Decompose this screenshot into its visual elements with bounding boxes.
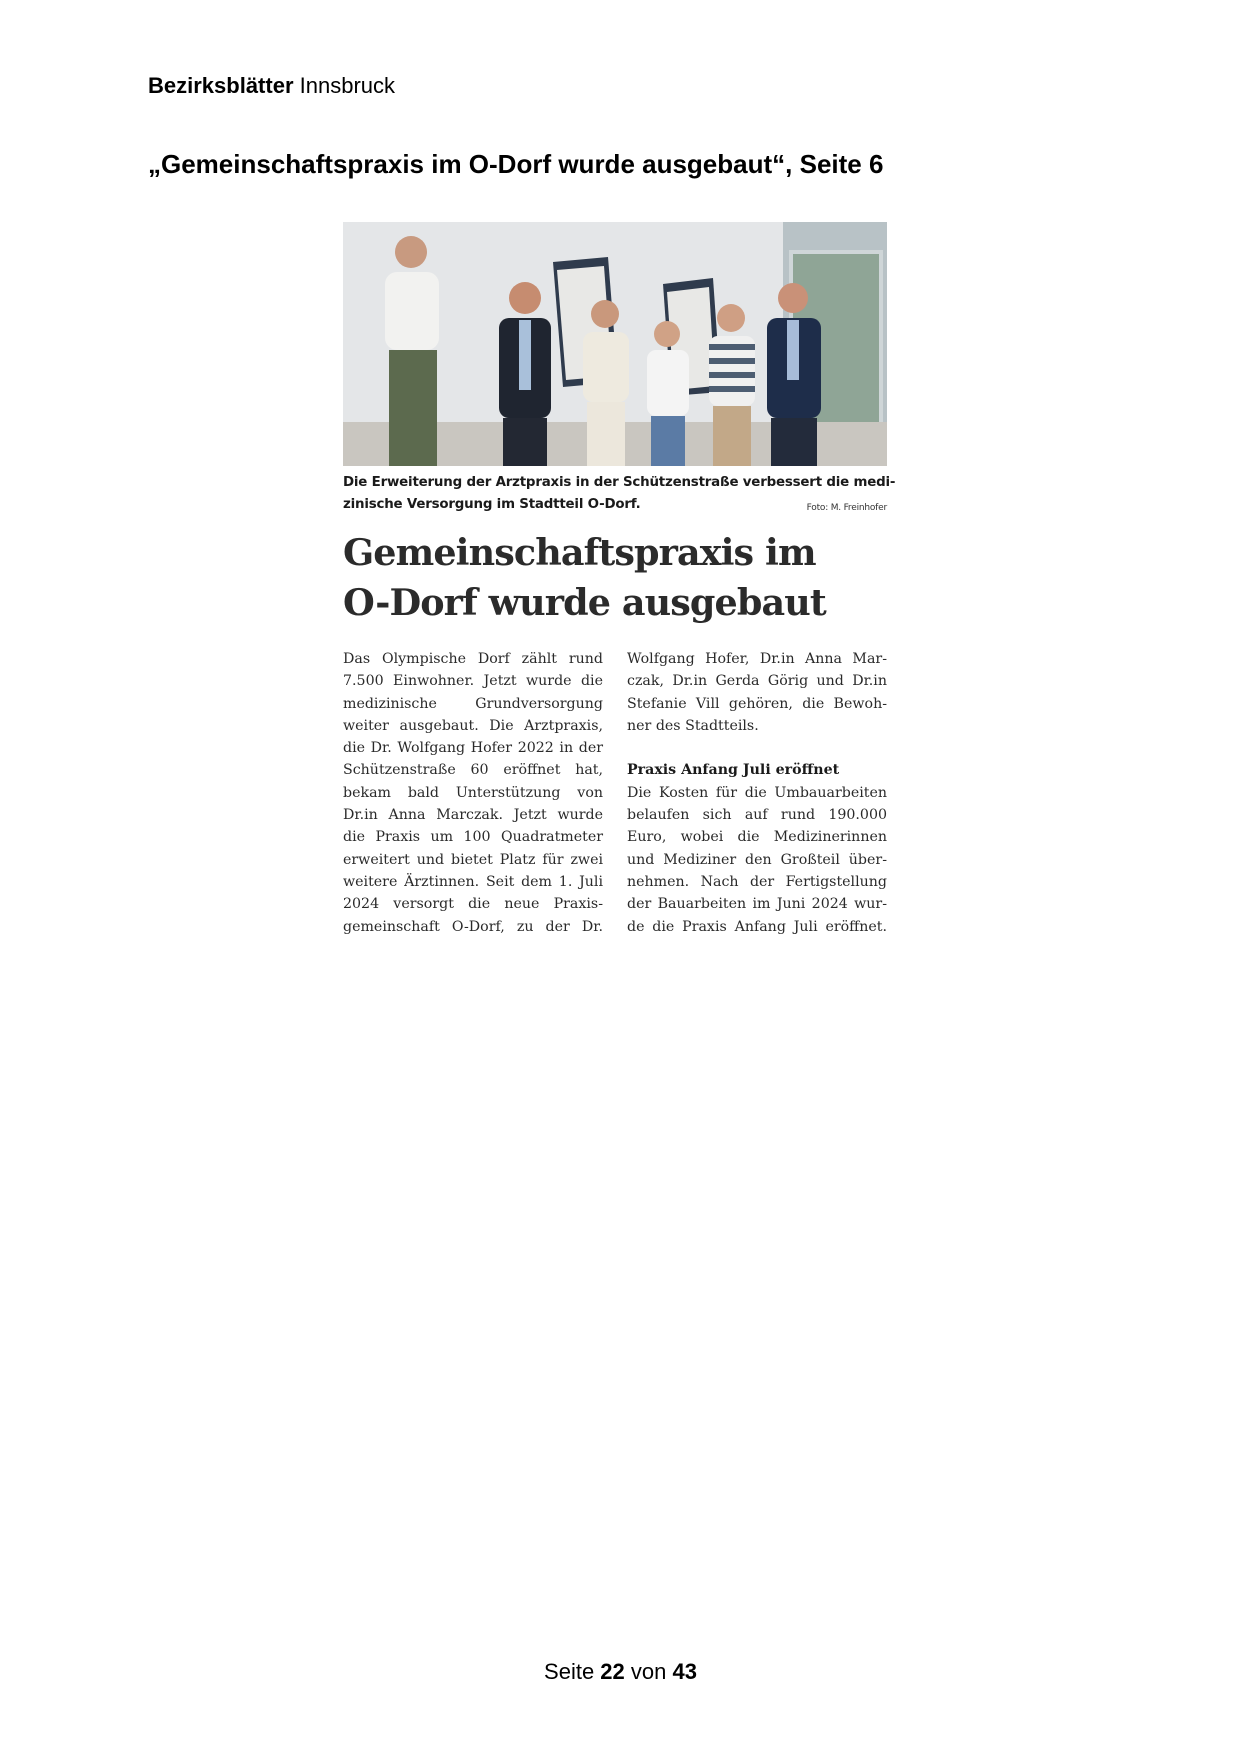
- page-number-footer: [0, 1658, 1241, 1686]
- body-line: Euro, wobei die Medizinerinnen: [627, 829, 887, 846]
- body-line: Stefanie Vill gehören, die Bewoh-: [627, 695, 887, 712]
- total-page-count: 43: [672, 1659, 697, 1684]
- caption-line: zinische Versorgung im Stadtteil O-Dorf.: [343, 497, 641, 512]
- body-line: 2024 versorgt die neue Praxis-: [343, 896, 603, 913]
- article-column-right: [627, 648, 887, 938]
- photo-caption: [343, 472, 896, 516]
- body-line: Wolfgang Hofer, Dr.in Anna Mar-: [627, 651, 887, 667]
- body-line: bekam bald Unterstützung von: [343, 784, 603, 801]
- newspaper-clipping: [343, 222, 896, 938]
- body-line: ner des Stadtteils.: [627, 717, 759, 734]
- paragraph-gap: [627, 737, 887, 759]
- body-line: Das Olympische Dorf zählt rund: [343, 651, 603, 667]
- body-line: belaufen sich auf rund 190.000: [627, 807, 887, 824]
- caption-line: Die Erweiterung der Arztpraxis in der Schützenstraße verbessert die medi-: [343, 475, 896, 490]
- publication-region: Innsbruck: [293, 73, 396, 98]
- body-line: der Bauarbeiten im Juni 2024 wur-: [627, 896, 887, 913]
- body-line: die Praxis um 100 Quadratmeter: [343, 829, 603, 846]
- body-line: Dr.in Anna Marczak. Jetzt wurde: [343, 807, 603, 824]
- publication-name: Bezirksblätter: [148, 73, 294, 98]
- article-subheading: Praxis Anfang Juli eröffnet: [627, 762, 840, 779]
- article-photo: [343, 222, 887, 466]
- body-line: nehmen. Nach der Fertigstellung: [627, 873, 887, 890]
- body-line: gemeinschaft O-Dorf, zu der Dr.: [343, 918, 603, 935]
- body-line: de die Praxis Anfang Juli eröffnet.: [627, 918, 887, 935]
- article-reference-heading: „Gemeinschaftspraxis im O-Dorf wurde ausgebaut“, Seite 6: [148, 149, 884, 179]
- article-headline: [343, 528, 887, 628]
- source-line: [148, 72, 395, 100]
- body-line: 7.500 Einwohner. Jetzt wurde die: [343, 673, 603, 690]
- body-line: weitere Ärztinnen. Seit dem 1. Juli: [343, 873, 603, 890]
- body-line: Schützenstraße 60 eröffnet hat,: [343, 762, 603, 779]
- body-line: medizinische Grundversorgung: [343, 695, 603, 712]
- body-line: czak, Dr.in Gerda Görig und Dr.in: [627, 673, 887, 690]
- headline-line: O-Dorf wurde ausgebaut: [343, 581, 826, 624]
- body-line: Die Kosten für die Umbauarbeiten: [627, 784, 887, 801]
- body-line: die Dr. Wolfgang Hofer 2022 in der: [343, 740, 603, 757]
- body-line: und Mediziner den Großteil über-: [627, 851, 887, 868]
- article-body: [343, 648, 887, 938]
- current-page-number: 22: [600, 1659, 625, 1684]
- footer-middle: von: [624, 1659, 673, 1684]
- headline-line: Gemeinschaftspraxis im: [343, 531, 816, 574]
- article-column-left: [343, 648, 603, 938]
- body-line: erweitert und bietet Platz für zwei: [343, 851, 603, 868]
- footer-prefix: Seite: [544, 1659, 601, 1684]
- photo-credit: Foto: M. Freinhofer: [806, 503, 887, 513]
- body-line: weiter ausgebaut. Die Arztpraxis,: [343, 717, 603, 734]
